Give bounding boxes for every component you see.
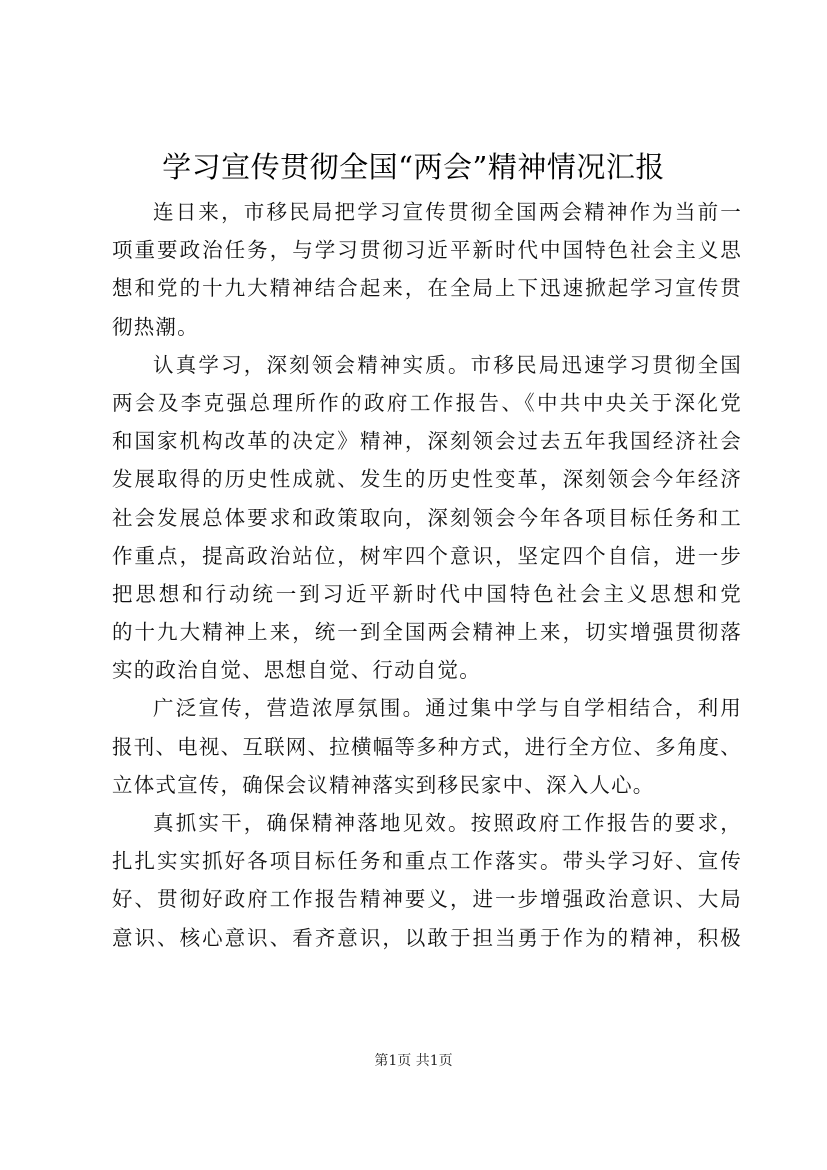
paragraph-line: 和国家机构改革的决定》精神，深刻领会过去五年我国经济社会 [112,429,742,454]
document-body [112,193,742,957]
paragraph-line: 作重点，提高政治站位，树牢四个意识，坚定四个自信，进一步 [112,543,742,568]
paragraph-line: 项重要政治任务，与学习贯彻习近平新时代中国特色社会主义思 [112,238,742,263]
paragraph-line: 立体式宣传，确保会议精神落实到移民家中、深入人心。 [112,772,655,797]
paragraph-line: 两会及李克强总理所作的政府工作报告、《中共中央关于深化党 [112,390,742,415]
paragraph-line: 彻热潮。 [112,314,199,339]
paragraph-line: 意识、核心意识、看齐意识，以敢于担当勇于作为的精神，积极 [112,925,742,950]
paragraph-line: 报刊、电视、互联网、拉横幅等多种方式，进行全方位、多角度、 [112,734,742,759]
paragraph-line: 把思想和行动统一到习近平新时代中国特色社会主义思想和党 [112,581,742,606]
paragraph-line: 连日来，市移民局把学习宣传贯彻全国两会精神作为当前一 [153,200,742,224]
paragraph-line: 社会发展总体要求和政策取向，深刻领会今年各项目标任务和工 [112,505,742,530]
paragraph-line: 认真学习，深刻领会精神实质。市移民局迅速学习贯彻全国 [153,352,742,377]
paragraph-line: 想和党的十九大精神结合起来，在全局上下迅速掀起学习宣传贯 [112,276,742,301]
paragraph-line: 好、贯彻好政府工作报告精神要义，进一步增强政治意识、大局 [112,887,742,912]
paragraph-line: 广泛宣传，营造浓厚氛围。通过集中学与自学相结合，利用 [153,696,742,721]
paragraph-line: 的十九大精神上来，统一到全国两会精神上来，切实增强贯彻落 [112,620,742,645]
paragraph-line: 真抓实干，确保精神落地见效。按照政府工作报告的要求， [153,811,742,835]
paragraph-line: 发展取得的历史性成就、发生的历史性变革，深刻领会今年经济 [112,467,742,492]
paragraph-line: 实的政治自觉、思想自觉、行动自觉。 [112,658,481,683]
page-footer: 第1页 共1页 [374,1053,453,1069]
document-title: 学习宣传贯彻全国“两会”精神情况汇报 [162,150,665,184]
paragraph-line: 扎扎实实抓好各项目标任务和重点工作落实。带头学习好、宣传 [112,849,742,874]
